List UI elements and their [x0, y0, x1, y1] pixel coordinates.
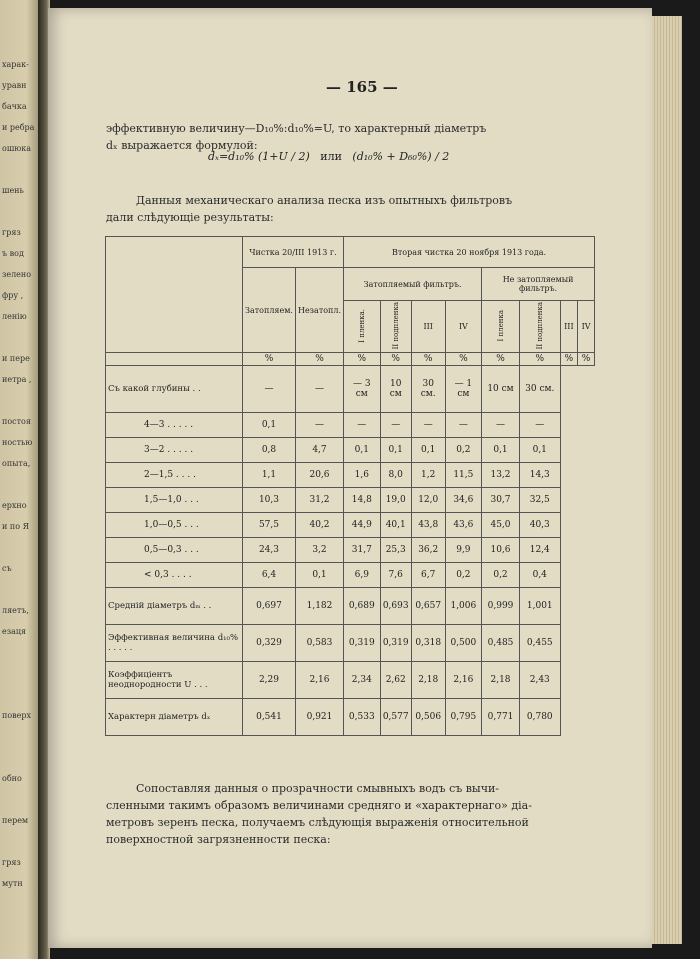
table-cell: 24,3 [243, 538, 296, 563]
table-row [106, 513, 595, 538]
table-cell: 57,5 [243, 513, 296, 538]
table-cell: 0,319 [380, 625, 411, 662]
table-cell: 0,455 [519, 625, 560, 662]
table-cell: 4,7 [295, 438, 343, 463]
formula-or: или [320, 150, 342, 163]
table-cell: 6,7 [411, 563, 445, 588]
left-page-fragment: харак- [2, 60, 29, 69]
left-page-fragment: езаця [2, 627, 27, 636]
col-head-7: I пленка [482, 301, 520, 353]
header-group-2: Вторая чистка 20 ноября 1913 года. [344, 237, 595, 268]
table-cell: 0,693 [380, 588, 411, 625]
table-cell: — [295, 366, 343, 413]
header-corner [106, 237, 243, 353]
left-page-fragment: гряз [2, 228, 21, 237]
left-page-fragment: ленію [2, 312, 27, 321]
table-cell: 0,697 [243, 588, 296, 625]
table-row [106, 463, 595, 488]
table-row [106, 588, 595, 625]
table-cell: 0,533 [344, 699, 381, 736]
table-cell: 31,2 [295, 488, 343, 513]
lead-line-1: Данныя механическаго анализа песка изъ опытныхъ фильтровъ [136, 194, 513, 207]
table-cell: 1,006 [445, 588, 482, 625]
unit: % [411, 353, 445, 366]
table-row [106, 699, 595, 736]
table-cell: 13,2 [482, 463, 520, 488]
table-cell: 25,3 [380, 538, 411, 563]
row-label: 3—2 . . . . . [106, 438, 243, 463]
table-cell: — [519, 413, 560, 438]
table-cell: 0,999 [482, 588, 520, 625]
table-cell: 1,2 [411, 463, 445, 488]
table-cell: 6,9 [344, 563, 381, 588]
unit: % [578, 353, 595, 366]
table-cell: 0,1 [295, 563, 343, 588]
table-cell: 0,921 [295, 699, 343, 736]
closing-line-3: метровъ зеренъ песка, получаемъ слѣдующія выраженія относительной [106, 816, 529, 829]
intro-line-1: эффективную величину—D₁₀%:d₁₀%=U, то характерный діаметръ [106, 122, 487, 135]
left-page-fragment: постоя [2, 417, 31, 426]
table-cell: 0,541 [243, 699, 296, 736]
table-cell: 43,8 [411, 513, 445, 538]
closing-line-4: поверхностной загрязненности песка: [106, 833, 331, 846]
row-label: 0,5—0,3 . . . [106, 538, 243, 563]
table-cell: 0,485 [482, 625, 520, 662]
header-zat-filter: Затопляемый фильтръ. [344, 268, 482, 301]
col-head-6: IV [445, 301, 482, 353]
unit: % [344, 353, 381, 366]
table-row [106, 366, 595, 413]
table-cell: 0,8 [243, 438, 296, 463]
table-cell: 12,4 [519, 538, 560, 563]
left-page-fragment: съ [2, 564, 12, 573]
left-page-fragment: шень [2, 186, 24, 195]
table-cell: 0,795 [445, 699, 482, 736]
table-cell: 7,6 [380, 563, 411, 588]
table-cell: — [243, 366, 296, 413]
row-label: Коэффиціентъ неоднородности U . . . [106, 662, 243, 699]
table-cell: 10 см [482, 366, 520, 413]
col-head-5: III [411, 301, 445, 353]
table-cell: 14,3 [519, 463, 560, 488]
unit: % [482, 353, 520, 366]
table-cell: 2,29 [243, 662, 296, 699]
table-cell: 44,9 [344, 513, 381, 538]
left-page-fragment: мутн [2, 879, 23, 888]
table-cell: 0,583 [295, 625, 343, 662]
table-cell: 0,2 [482, 563, 520, 588]
table-cell: 0,318 [411, 625, 445, 662]
table-cell: 1,6 [344, 463, 381, 488]
table-cell: 2,18 [482, 662, 520, 699]
row-label: < 0,3 . . . . [106, 563, 243, 588]
table-row [106, 662, 595, 699]
left-page-fragment: ляетъ, [2, 606, 29, 615]
table-cell: 30 см. [411, 366, 445, 413]
table-cell: 40,1 [380, 513, 411, 538]
left-page-fragment: поверх [2, 711, 32, 720]
book-page [48, 8, 652, 948]
left-page-fragment: гряз [2, 858, 21, 867]
table-cell: — [344, 413, 381, 438]
table-cell: 30 см. [519, 366, 560, 413]
table-cell: 0,500 [445, 625, 482, 662]
table-cell: 1,182 [295, 588, 343, 625]
page-number: — 165 — [326, 78, 398, 96]
table-cell: 34,6 [445, 488, 482, 513]
left-page-fragment: иетра , [2, 375, 32, 384]
table-cell: — 1 см [445, 366, 482, 413]
table-cell: 0,1 [482, 438, 520, 463]
left-page-fragment: ъ вод [2, 249, 24, 258]
table-cell: 0,4 [519, 563, 560, 588]
table-cell: 2,16 [295, 662, 343, 699]
table-cell: 11,5 [445, 463, 482, 488]
col-head-9: III [560, 301, 577, 353]
unit: % [560, 353, 577, 366]
table-cell: 2,62 [380, 662, 411, 699]
table-cell: 32,5 [519, 488, 560, 513]
table-cell: 1,001 [519, 588, 560, 625]
left-page-fragment: ерхно [2, 501, 27, 510]
table-cell: 0,657 [411, 588, 445, 625]
table-cell: 2,34 [344, 662, 381, 699]
closing-line-2: сленными такимъ образомъ величинами средняго и «характернаго» діа- [106, 799, 532, 812]
left-page-fragment: и пере [2, 354, 30, 363]
table-cell: 9,9 [445, 538, 482, 563]
unit: % [380, 353, 411, 366]
col-head-3: I пленка. [344, 301, 381, 353]
table-row [106, 538, 595, 563]
row-label: Характерн діаметръ dₓ [106, 699, 243, 736]
left-page-fragment: ошюка [2, 144, 31, 153]
col-head-4: II подпленка [380, 301, 411, 353]
table-row [106, 438, 595, 463]
col-head-8: II подпленка [519, 301, 560, 353]
page-edges [652, 16, 682, 944]
row-label: 1,5—1,0 . . . [106, 488, 243, 513]
table-row [106, 625, 595, 662]
intro-line-2: dₓ выражается формулой: [106, 139, 258, 152]
table-cell: 2,18 [411, 662, 445, 699]
table-cell: 10 см [380, 366, 411, 413]
units-label [106, 353, 243, 366]
table-cell: 40,2 [295, 513, 343, 538]
row-label: Съ какой глубины . . [106, 366, 243, 413]
table-cell: 14,8 [344, 488, 381, 513]
left-page-fragment: зелено [2, 270, 32, 279]
col-head-10: IV [578, 301, 595, 353]
table-cell: 0,2 [445, 438, 482, 463]
left-page-fragment: бачка [2, 102, 27, 111]
table-cell: 6,4 [243, 563, 296, 588]
table-cell: 0,2 [445, 563, 482, 588]
row-label: Эффективная величина d₁₀% . . . . . [106, 625, 243, 662]
table-cell: 8,0 [380, 463, 411, 488]
row-label: Средній діаметръ dₘ . . [106, 588, 243, 625]
left-page-fragment: обно [2, 774, 22, 783]
table-cell: 10,3 [243, 488, 296, 513]
left-page-fragment: ностью [2, 438, 33, 447]
formula-left: dₓ=d₁₀% (1+U / 2) [208, 150, 310, 163]
table-cell: 2,43 [519, 662, 560, 699]
unit: % [519, 353, 560, 366]
table-cell: 0,1 [344, 438, 381, 463]
table-cell: 20,6 [295, 463, 343, 488]
table-row [106, 563, 595, 588]
left-page-fragment: перем [2, 816, 29, 825]
table-cell: 0,319 [344, 625, 381, 662]
table-cell: 1,1 [243, 463, 296, 488]
table-cell: 2,16 [445, 662, 482, 699]
left-page-fragment: опыта, [2, 459, 31, 468]
table-cell: — [295, 413, 343, 438]
left-page-fragment: и ребра [2, 123, 35, 132]
table-cell: 43,6 [445, 513, 482, 538]
table-cell: 31,7 [344, 538, 381, 563]
table-cell: 0,577 [380, 699, 411, 736]
table-cell: 0,1 [243, 413, 296, 438]
table-cell: 36,2 [411, 538, 445, 563]
row-label: 1,0—0,5 . . . [106, 513, 243, 538]
table-cell: — [380, 413, 411, 438]
table-cell: — [445, 413, 482, 438]
left-page-fragment: уравн [2, 81, 27, 90]
header-group-1: Чистка 20/III 1913 г. [243, 237, 344, 268]
header-zat: Затопляем. [243, 268, 296, 353]
table-cell: 3,2 [295, 538, 343, 563]
table-cell: 12,0 [411, 488, 445, 513]
table-cell: 30,7 [482, 488, 520, 513]
formula-right: (d₁₀% + D₆₀%) / 2 [352, 150, 450, 163]
lead-line-2: дали слѣдующіе результаты: [106, 211, 274, 224]
table-cell: 40,3 [519, 513, 560, 538]
header-nezat-filter: Не затопляемый фильтръ. [482, 268, 595, 301]
table-row [106, 413, 595, 438]
unit: % [295, 353, 343, 366]
row-label: 4—3 . . . . . [106, 413, 243, 438]
sand-analysis-table [105, 236, 595, 736]
unit: % [445, 353, 482, 366]
table-cell: 0,689 [344, 588, 381, 625]
table-cell: 0,1 [519, 438, 560, 463]
left-page-fragment: и по Я [2, 522, 30, 531]
header-nezat: Незатопл. [295, 268, 343, 353]
table-cell: 0,506 [411, 699, 445, 736]
row-label: 2—1,5 . . . . [106, 463, 243, 488]
table-cell: — 3 см [344, 366, 381, 413]
closing-line-1: Сопоставляя данныя о прозрачности смывныхъ водъ съ вычи- [136, 782, 500, 795]
table-cell: 0,329 [243, 625, 296, 662]
table-cell: 19,0 [380, 488, 411, 513]
table-row [106, 488, 595, 513]
table-cell: — [411, 413, 445, 438]
table-cell: 0,1 [380, 438, 411, 463]
table-cell: 0,771 [482, 699, 520, 736]
left-page-fragment: фру , [2, 291, 24, 300]
unit: % [243, 353, 296, 366]
table-cell: 0,780 [519, 699, 560, 736]
table-cell: 10,6 [482, 538, 520, 563]
table-cell: — [482, 413, 520, 438]
formula [208, 150, 449, 163]
table-cell: 45,0 [482, 513, 520, 538]
table-cell: 0,1 [411, 438, 445, 463]
